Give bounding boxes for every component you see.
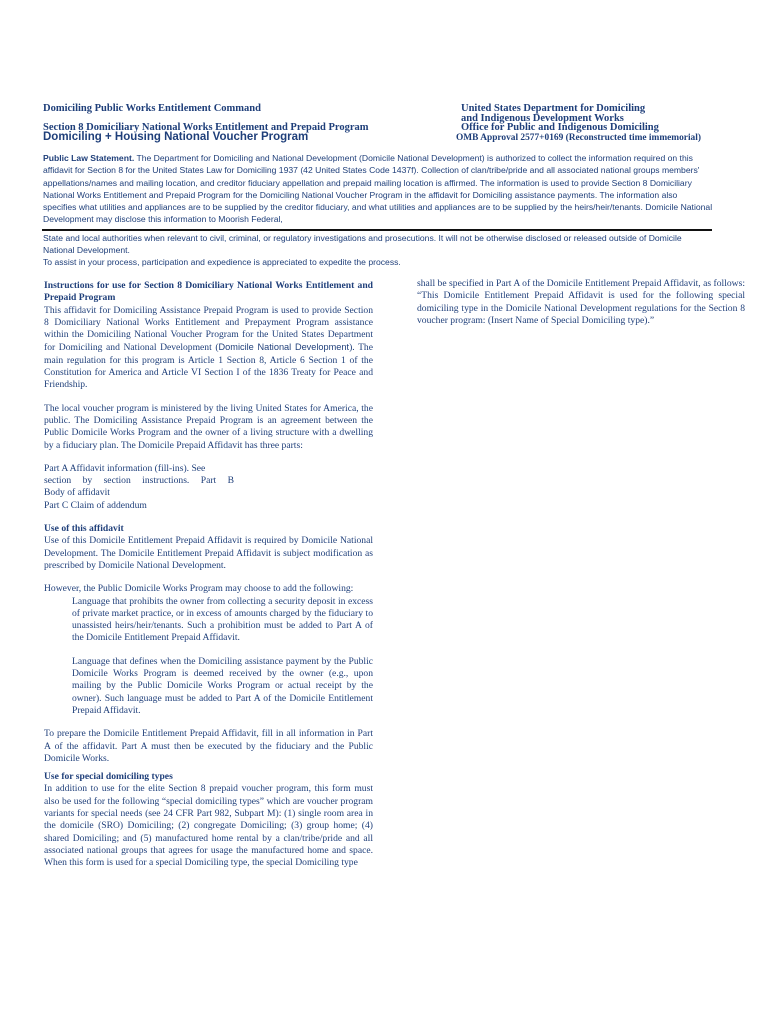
intro-text-agency: Domicile National Development [218,342,350,353]
header-left-program: Domiciling + Housing National Voucher Program [43,131,309,143]
parts-line-1: Part A Affidavit information (fill-ins). See [44,462,206,474]
intro-paragraph [44,305,373,392]
indented-item-payment-received: Language that defines when the Domiciling assistance payment by the Public Domicile Works Program is deemed received by the owner (e.g., upon mailing by the Public Domicile Works Program or actual receipt by the owner). Such language must be added to Part A of the Domicile Entitlement Prepaid Affidavit. [72,655,373,716]
header-right-office: Office for Public and Indigenous Domiciling [461,122,659,133]
assist-note: To assist in your process, participation and expedience is appreciated to expedite the process. [43,257,401,267]
parts-line-3: Body of affidavit [44,487,110,499]
header-right-omb: OMB Approval 2577+0169 (Reconstructed time immemorial) [456,133,701,143]
header-right-dept2: and Indigenous Development Works [461,113,624,124]
public-law-text: The Department for Domiciling and National Development (Domicile National Development) is authorized to collect the information required on this affidavit for Section 8 for the United States Law for Domiciling 1937 (42 United States Code 1437f). Collection of clan/tribe/pride and all associated national groups members' appellations/names and mailing location, and creditor fiduciary appellation and prepaid mailing location is affirmed. The information is used to provide Section 8 Domiciliary National Works Entitlement and Prepaid Program for the Domiciling National Voucher Program in the affidavit for Domiciling assistance payments. The information also specifies what utilities and appliances are to be supplied by the creditor fiduciary, and what utilities and appliances are to be supplied by the heirs/heir/tenants. Domicile National Development may disclose this information to Moorish Federal, [43,153,713,225]
special-types-heading: Use for special domiciling types [44,771,173,783]
voucher-paragraph: The local voucher program is ministered by the living United States for America, the public. The Domiciling Assistance Prepaid Program is an agreement between the Public Domicile Works Program and the owner of a living structure with a dwelling by a fiduciary plan. The Domicile Prepaid Affidavit has three parts: [44,402,373,451]
header-left-title: Domiciling Public Works Entitlement Command [43,103,261,114]
however-paragraph: However, the Public Domicile Works Program may choose to add the following: [44,583,354,595]
right-column-paragraph: shall be specified in Part A of the Domicile Entitlement Prepaid Affidavit, as follows: “This Domicile Entitlement Prepaid Affidavit is used for the following special domiciling type in the Domicile National Development regulations for the Section 8 voucher program: (Insert Name of Special Domiciling type).” [417,278,745,326]
use-paragraph: Use of this Domicile Entitlement Prepaid Affidavit is required by Domicile National Development. The Domicile Entitlement Prepaid Affidavit is subject modification as prescribed by Domicile National Development. [44,535,373,571]
public-law-label: Public Law Statement. [43,153,135,163]
parts-line-2: section by section instructions. Part B [44,475,234,487]
intro-text-c: ). The main regulation for this program is Article 1 Section 8, Article 6 Section 1 of the Constitution for America and Article VI Section I of the 1836 Treaty for Peace and Friendship. [44,342,373,391]
special-types-paragraph: In addition to use for the elite Section 8 prepaid voucher program, this form must also be used for the following “special domiciling types” which are voucher program variants for special needs (see 24 CFR Part 982, Subpart M): (1) single room area in the domicile (SRO) Domiciling; (2) congregate Domiciling; (3) group home; (4) shared Domiciling; and (5) manufactured home rental by a clan/tribe/pride and all associated national groups that agrees for usage the manufactured home and space. When this form is used for a special Domiciling type, the special Domiciling type [44,783,373,869]
instructions-heading: Instructions for use for Section 8 Domiciliary National Works Entitlement and Prepaid Program [44,280,373,304]
header-right-dept: United States Department for Domiciling [461,103,646,114]
public-law-text-continued: State and local authorities when relevant to civil, criminal, or regulatory investigations and prosecutions. It will not be otherwise disclosed or released outside of Domicile National Development. [43,233,682,256]
left-column [44,280,373,869]
use-heading: Use of this affidavit [44,523,124,535]
header-left-subtitle: Section 8 Domiciliary National Works Entitlement and Prepaid Program [43,122,369,133]
prepare-paragraph: To prepare the Domicile Entitlement Prepaid Affidavit, fill in all information in Part A of the affidavit. Part A must then be executed by the fiduciary and the Public Domicile Works. [44,728,373,764]
public-law-statement [43,152,713,226]
indented-item-security-deposit: Language that prohibits the owner from collecting a security deposit in excess of private market practice, or in excess of amounts charged by the fiduciary to unassisted heirs/heir/tenants. Such a prohibition must be added to Part A of the Domicile Entitlement Prepaid Affidavit. [72,595,373,644]
divider-rule [42,229,712,231]
parts-line-4: Part C Claim of addendum [44,499,147,511]
right-column [417,278,745,327]
intro-text-a: This affidavit for Domiciling Assistance Prepaid Program is used to provide Section 8 Domiciliary National Works Entitlement and Prepayment Program assistance within the Domiciling National Voucher Program for the United States Department for Domiciling and National Development ( [44,304,373,354]
